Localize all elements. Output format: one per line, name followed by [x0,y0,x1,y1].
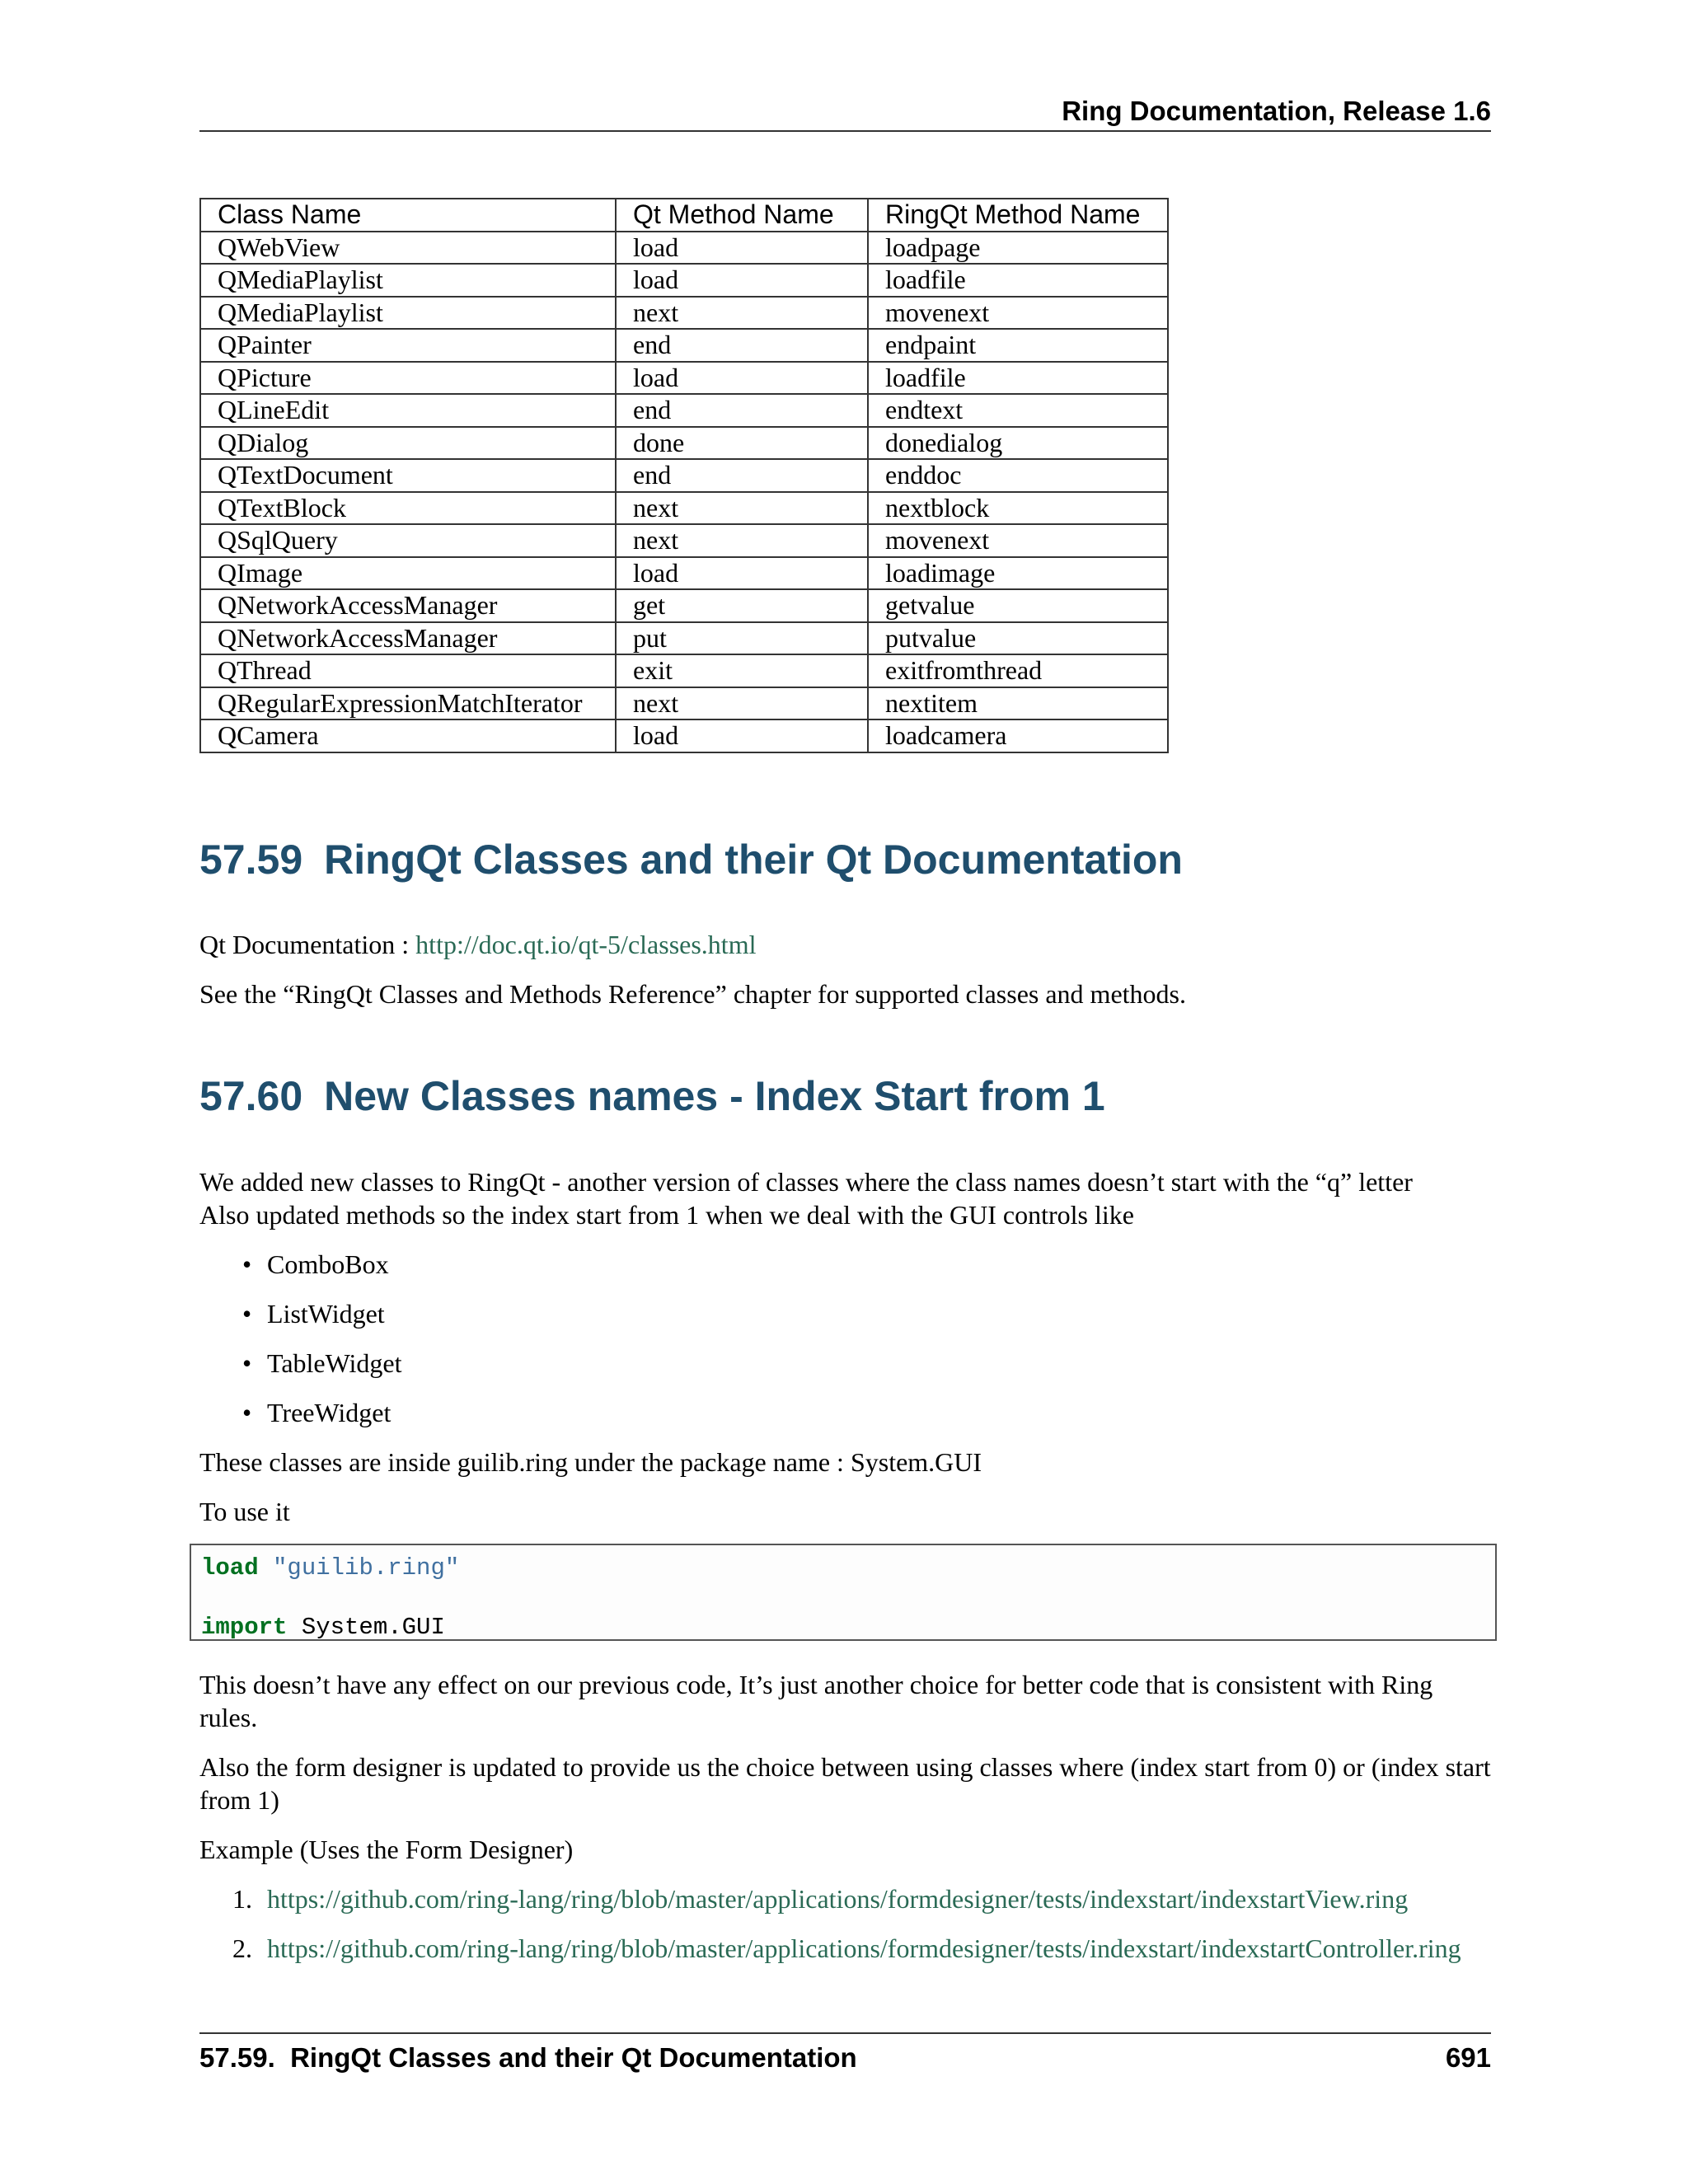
cell-class: QThread [200,654,616,687]
intro-line-2: Also updated methods so the index start from 1 when we deal with the GUI controls like [199,1200,1134,1230]
intro-paragraph [199,1165,1493,1231]
method-names-table [199,198,1169,753]
cell-qt-method: load [616,362,868,395]
cell-ringqt-method: loadpage [868,232,1168,265]
cell-qt-method: end [616,459,868,492]
qt-documentation-line [199,928,1493,961]
cell-class: QMediaPlaylist [200,297,616,330]
cell-qt-method: next [616,687,868,720]
bullet-icon: • [242,1348,252,1378]
cell-qt-method: done [616,427,868,460]
cell-ringqt-method: loadimage [868,557,1168,590]
table-row [200,329,1168,362]
code-keyword: load [201,1554,259,1582]
cell-class: QLineEdit [200,394,616,427]
cell-class: QDialog [200,427,616,460]
cell-class: QSqlQuery [200,524,616,557]
cell-ringqt-method: donedialog [868,427,1168,460]
doc-label: Qt Documentation : [199,930,416,959]
table-row [200,557,1168,590]
page-number: 691 [1445,2042,1491,2073]
list-item-label: TreeWidget [267,1398,392,1427]
cell-ringqt-method: movenext [868,297,1168,330]
table-row [200,427,1168,460]
see-reference-paragraph: See the “RingQt Classes and Methods Reference” chapter for supported classes and methods. [199,979,1186,1009]
list-item [199,1347,402,1396]
section-number: 57.60 [199,1073,303,1119]
cell-ringqt-method: movenext [868,524,1168,557]
cell-class: QPicture [200,362,616,395]
list-item-label: TableWidget [267,1348,402,1378]
table-row [200,362,1168,395]
cell-qt-method: next [616,492,868,525]
to-use-paragraph: To use it [199,1497,290,1526]
cell-class: QPainter [200,329,616,362]
example-label: Example (Uses the Form Designer) [199,1835,574,1864]
table-row [200,492,1168,525]
list-item-label: ComboBox [267,1249,389,1279]
section-number: 57.59 [199,837,303,883]
cell-qt-method: next [616,524,868,557]
designer-paragraph: Also the form designer is updated to provide us the choice between using classes where (index start from 0) or (index start from 1) [199,1752,1491,1815]
footer-section-title: 57.59. RingQt Classes and their Qt Documentation [199,2042,857,2073]
code-block [190,1544,1497,1641]
table-row [200,394,1168,427]
cell-qt-method: next [616,297,868,330]
cell-class: QNetworkAccessManager [200,589,616,622]
table-row [200,459,1168,492]
list-item [199,1396,402,1446]
page-header: Ring Documentation, Release 1.6 [199,92,1491,132]
page-footer [199,2032,1491,2075]
cell-qt-method: exit [616,654,868,687]
intro-line-1: We added new classes to RingQt - another version of classes where the class names doesn’t start with the “q” letter [199,1167,1413,1197]
cell-ringqt-method: loadfile [868,264,1168,297]
cell-ringqt-method: exitfromthread [868,654,1168,687]
table-row [200,524,1168,557]
bullet-icon: • [242,1299,252,1329]
package-paragraph: These classes are inside guilib.ring under the package name : System.GUI [199,1447,982,1477]
cell-class: QWebView [200,232,616,265]
list-item [199,1248,402,1297]
cell-qt-method: put [616,622,868,655]
table-row [200,687,1168,720]
cell-class: QRegularExpressionMatchIterator [200,687,616,720]
section-heading-57-59 [199,835,1183,884]
table-row [200,622,1168,655]
code-string: "guilib.ring" [273,1554,460,1582]
cell-qt-method: load [616,264,868,297]
list-item [199,1297,402,1347]
column-header-class-name: Class Name [200,199,616,232]
cell-qt-method: load [616,557,868,590]
gui-controls-list [199,1248,402,1446]
cell-ringqt-method: nextitem [868,687,1168,720]
cell-ringqt-method: loadfile [868,362,1168,395]
table-row [200,719,1168,752]
code-line-blank [201,1583,1485,1613]
cell-class: QNetworkAccessManager [200,622,616,655]
list-number: 2. [232,1933,252,1963]
table-row [200,264,1168,297]
table-header-row [200,199,1168,232]
code-text: System.GUI [287,1614,445,1641]
code-line-load [201,1554,1485,1583]
cell-class: QMediaPlaylist [200,264,616,297]
example-links-list [199,1882,1461,1981]
cell-ringqt-method: nextblock [868,492,1168,525]
cell-class: QImage [200,557,616,590]
cell-ringqt-method: endtext [868,394,1168,427]
column-header-ringqt-method: RingQt Method Name [868,199,1168,232]
cell-qt-method: get [616,589,868,622]
section-title: New Classes names - Index Start from 1 [324,1073,1105,1119]
code-keyword: import [201,1614,288,1641]
table-row [200,297,1168,330]
effect-paragraph: This doesn’t have any effect on our previous code, It’s just another choice for better code that is consistent with Ring rules. [199,1670,1433,1732]
cell-class: QTextBlock [200,492,616,525]
list-item-label: ListWidget [267,1299,385,1329]
list-item [199,1932,1461,1981]
cell-ringqt-method: loadcamera [868,719,1168,752]
qt-doc-link[interactable]: http://doc.qt.io/qt-5/classes.html [415,930,757,959]
section-heading-57-60 [199,1071,1105,1121]
cell-ringqt-method: enddoc [868,459,1168,492]
cell-qt-method: end [616,394,868,427]
cell-ringqt-method: putvalue [868,622,1168,655]
section-title: RingQt Classes and their Qt Documentation [324,837,1183,883]
code-line-import [201,1613,1485,1643]
list-number: 1. [232,1884,252,1914]
bullet-icon: • [242,1398,252,1427]
table-row [200,589,1168,622]
table-row [200,654,1168,687]
cell-qt-method: load [616,232,868,265]
example-link-view[interactable]: https://github.com/ring-lang/ring/blob/master/applications/formdesigner/tests/indexstart/indexstartView.ring [267,1884,1409,1914]
list-item [199,1882,1461,1932]
cell-qt-method: end [616,329,868,362]
cell-class: QTextDocument [200,459,616,492]
bullet-icon: • [242,1249,252,1279]
example-link-controller[interactable]: https://github.com/ring-lang/ring/blob/master/applications/formdesigner/tests/indexstart/indexstartController.ring [267,1933,1461,1963]
cell-class: QCamera [200,719,616,752]
cell-ringqt-method: getvalue [868,589,1168,622]
column-header-qt-method: Qt Method Name [616,199,868,232]
cell-ringqt-method: endpaint [868,329,1168,362]
cell-qt-method: load [616,719,868,752]
table-row [200,232,1168,265]
